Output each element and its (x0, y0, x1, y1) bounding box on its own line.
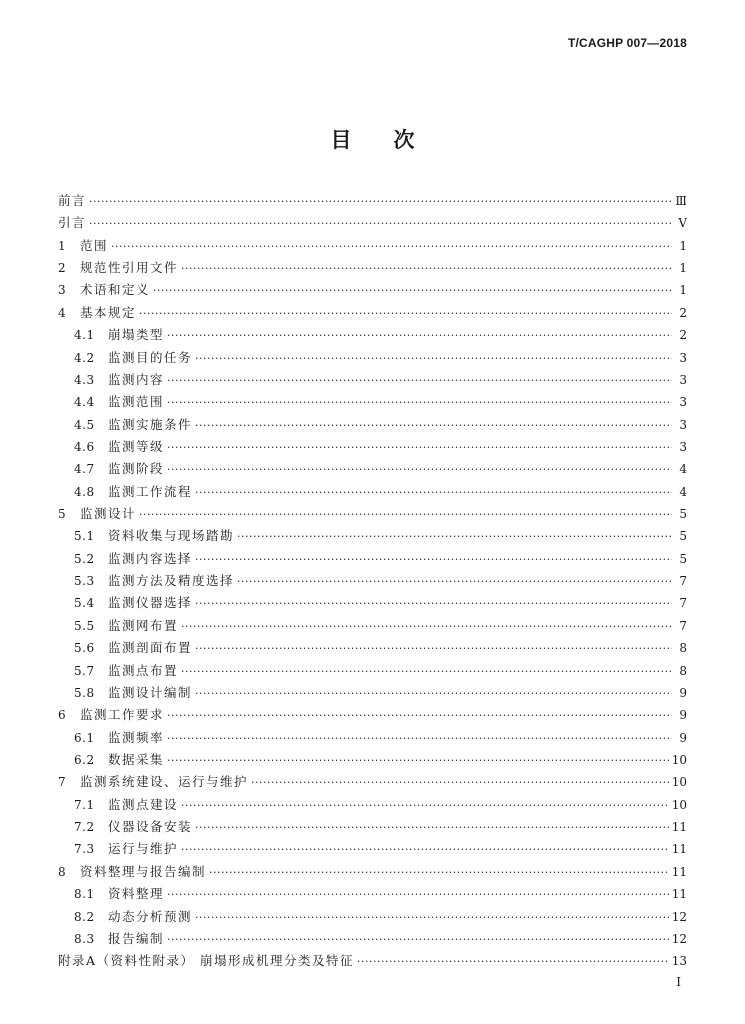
toc-dot-leader (195, 553, 672, 566)
toc-entry[interactable] (58, 750, 687, 772)
toc-entry-page: 11 (671, 820, 687, 835)
toc-entry-number: 8.1 (74, 887, 95, 902)
toc-entry-page: 8 (679, 663, 687, 678)
toc-entry[interactable] (58, 236, 687, 258)
toc-entry[interactable] (58, 191, 687, 213)
toc-entry-page: Ⅲ (675, 194, 687, 208)
toc-entry-page: 10 (671, 797, 687, 812)
toc-entry[interactable] (58, 907, 687, 929)
toc-dot-leader (357, 955, 669, 968)
toc-dot-leader (89, 217, 672, 230)
toc-entry-page: 1 (679, 261, 687, 276)
toc-dot-leader (195, 687, 672, 700)
toc-entry-page: 5 (679, 551, 687, 566)
toc-entry-label: 附录A（资料性附录） 崩塌形成机理分类及特征 (58, 953, 355, 969)
table-of-contents (58, 191, 687, 974)
toc-entry-label: 数据采集 (108, 751, 165, 767)
toc-dot-leader (251, 776, 669, 789)
toc-dot-leader (237, 575, 672, 588)
toc-entry-number: 4.5 (74, 417, 95, 432)
toc-dot-leader (167, 888, 669, 901)
standard-code: T/CAGHP 007—2018 (567, 36, 687, 50)
toc-entry-number: 4 (58, 305, 67, 320)
toc-entry-label: 监测等级 (108, 438, 165, 454)
toc-entry-page: 3 (679, 439, 687, 454)
toc-entry[interactable] (58, 437, 687, 459)
toc-entry-number: 6.2 (74, 752, 95, 767)
toc-entry-label: 监测实施条件 (108, 416, 193, 432)
toc-dot-leader (181, 262, 672, 275)
toc-entry-page: 1 (679, 238, 687, 253)
toc-entry-label: 监测阶段 (108, 461, 165, 477)
toc-entry-number: 6 (58, 708, 67, 723)
toc-entry-label: 监测内容选择 (108, 550, 193, 566)
toc-entry-label: 监测网布置 (108, 617, 179, 633)
toc-entry[interactable] (58, 839, 687, 861)
toc-entry[interactable] (58, 728, 687, 750)
toc-entry[interactable] (58, 705, 687, 727)
toc-entry-page: 9 (679, 685, 687, 700)
toc-dot-leader (195, 486, 672, 499)
toc-dot-leader (167, 396, 672, 409)
toc-entry-number: 8.3 (74, 931, 95, 946)
toc-entry[interactable] (58, 213, 687, 235)
toc-entry-page: 1 (679, 283, 687, 298)
toc-entry[interactable] (58, 772, 687, 794)
toc-entry-label: 监测剖面布置 (108, 640, 193, 656)
toc-entry-label: 术语和定义 (80, 282, 151, 298)
toc-entry-label: 监测点布置 (108, 662, 179, 678)
toc-dot-leader (139, 307, 672, 320)
toc-entry-page: 10 (671, 775, 687, 790)
toc-dot-leader (195, 352, 672, 365)
toc-dot-leader (209, 866, 669, 879)
toc-entry-number: 4.1 (74, 328, 95, 343)
toc-entry-page: 3 (679, 350, 687, 365)
toc-entry-page: 2 (679, 305, 687, 320)
toc-entry-page: 11 (671, 887, 687, 902)
toc-dot-leader (89, 195, 672, 208)
page-number: Ⅰ (676, 975, 681, 989)
toc-entry-label: 运行与维护 (108, 841, 179, 857)
toc-dot-leader (195, 911, 669, 924)
toc-entry[interactable] (58, 661, 687, 683)
toc-entry-number: 4.6 (74, 439, 95, 454)
toc-entry[interactable] (58, 929, 687, 951)
toc-entry-label: 监测目的任务 (108, 349, 193, 365)
toc-entry-number: 5.4 (74, 596, 95, 611)
toc-entry[interactable] (58, 549, 687, 571)
page-title: 目次 (330, 128, 457, 152)
toc-entry[interactable] (58, 795, 687, 817)
toc-entry-number: 5.2 (74, 551, 95, 566)
toc-entry[interactable] (58, 348, 687, 370)
toc-entry[interactable] (58, 370, 687, 392)
toc-entry-number: 7 (58, 775, 67, 790)
toc-entry-label: 规范性引用文件 (80, 260, 179, 276)
toc-dot-leader (195, 821, 669, 834)
toc-entry-label: 资料整理与报告编制 (80, 863, 207, 879)
toc-entry-label: 动态分析预测 (108, 908, 193, 924)
toc-entry-label: 监测工作要求 (80, 707, 165, 723)
toc-dot-leader (195, 419, 672, 432)
toc-dot-leader (167, 732, 672, 745)
toc-dot-leader (167, 933, 669, 946)
toc-entry-page: 12 (671, 909, 687, 924)
toc-entry-page: 11 (671, 842, 687, 857)
toc-entry-label: 监测设计编制 (108, 684, 193, 700)
toc-dot-leader (181, 665, 672, 678)
toc-entry[interactable] (58, 459, 687, 481)
toc-entry-number: 4.7 (74, 462, 95, 477)
toc-dot-leader (195, 597, 672, 610)
toc-entry-page: 7 (679, 574, 687, 589)
toc-entry-number: 7.3 (74, 842, 95, 857)
toc-entry-number: 5.6 (74, 641, 95, 656)
toc-entry-page: 12 (671, 931, 687, 946)
toc-entry[interactable] (58, 526, 687, 548)
toc-dot-leader (167, 374, 672, 387)
toc-entry[interactable] (58, 280, 687, 302)
toc-entry-page: 7 (679, 596, 687, 611)
toc-entry-number: 8.2 (74, 909, 95, 924)
toc-dot-leader (195, 642, 672, 655)
toc-entry-page: Ⅴ (678, 216, 687, 231)
toc-entry[interactable] (58, 593, 687, 615)
toc-entry-number: 5 (58, 507, 67, 522)
toc-dot-leader (181, 843, 669, 856)
toc-entry[interactable] (58, 482, 687, 504)
toc-entry-page: 9 (679, 708, 687, 723)
toc-entry[interactable] (58, 392, 687, 414)
toc-entry-number: 7.1 (74, 797, 95, 812)
toc-entry[interactable] (58, 571, 687, 593)
toc-dot-leader (167, 329, 672, 342)
toc-entry-page: 11 (671, 864, 687, 879)
toc-entry[interactable] (58, 325, 687, 347)
toc-entry-number: 2 (58, 261, 67, 276)
toc-entry[interactable] (58, 817, 687, 839)
toc-entry-label: 监测内容 (108, 371, 165, 387)
toc-dot-leader (153, 284, 672, 297)
toc-entry-label: 崩塌类型 (108, 327, 165, 343)
toc-entry-page: 4 (679, 484, 687, 499)
toc-dot-leader (167, 754, 669, 767)
toc-dot-leader (167, 709, 672, 722)
toc-dot-leader (167, 463, 672, 476)
toc-entry-label: 仪器设备安装 (108, 819, 193, 835)
toc-entry[interactable] (58, 258, 687, 280)
toc-entry-number: 7.2 (74, 820, 95, 835)
toc-entry-label: 监测仪器选择 (108, 595, 193, 611)
toc-entry-label: 资料整理 (108, 886, 165, 902)
toc-entry-label: 资料收集与现场踏勘 (108, 528, 235, 544)
toc-entry-page: 9 (679, 730, 687, 745)
toc-entry[interactable] (58, 415, 687, 437)
toc-entry-label: 监测工作流程 (108, 483, 193, 499)
toc-entry-number: 1 (58, 238, 67, 253)
toc-entry[interactable] (58, 303, 687, 325)
toc-entry-number: 4.2 (74, 350, 95, 365)
toc-dot-leader (237, 530, 672, 543)
toc-entry[interactable] (58, 862, 687, 884)
toc-entry-label: 监测设计 (80, 506, 137, 522)
toc-dot-leader (139, 508, 672, 521)
toc-entry-label: 范围 (80, 237, 109, 253)
toc-entry-page: 5 (679, 507, 687, 522)
toc-entry-page: 3 (679, 417, 687, 432)
toc-entry-number: 3 (58, 283, 67, 298)
toc-entry-page: 2 (679, 328, 687, 343)
toc-entry[interactable] (58, 504, 687, 526)
toc-entry-page: 7 (679, 618, 687, 633)
toc-entry-number: 4.4 (74, 395, 95, 410)
toc-entry-page: 10 (671, 752, 687, 767)
toc-entry-label: 监测系统建设、运行与维护 (80, 774, 249, 790)
toc-entry-number: 5.7 (74, 663, 95, 678)
toc-entry-number: 4.8 (74, 484, 95, 499)
toc-entry-number: 5.8 (74, 685, 95, 700)
toc-entry-number: 5.1 (74, 529, 95, 544)
toc-entry-page: 3 (679, 372, 687, 387)
toc-entry-label: 监测点建设 (108, 796, 179, 812)
toc-dot-leader (111, 240, 672, 253)
toc-entry-number: 6.1 (74, 730, 95, 745)
toc-entry[interactable] (58, 683, 687, 705)
toc-entry-number: 8 (58, 864, 67, 879)
toc-entry-label: 基本规定 (80, 304, 137, 320)
toc-entry-label: 报告编制 (108, 930, 165, 946)
toc-entry-page: 5 (679, 529, 687, 544)
toc-entry[interactable] (58, 951, 687, 973)
toc-dot-leader (181, 620, 672, 633)
toc-dot-leader (181, 799, 669, 812)
toc-entry-page: 4 (679, 462, 687, 477)
toc-entry-number: 4.3 (74, 372, 95, 387)
toc-entry-label: 监测范围 (108, 394, 165, 410)
toc-entry-number: 5.5 (74, 618, 95, 633)
toc-entry[interactable] (58, 884, 687, 906)
toc-entry-page: 8 (679, 641, 687, 656)
toc-entry-number: 5.3 (74, 574, 95, 589)
toc-entry-label: 引言 (58, 215, 87, 231)
toc-entry[interactable] (58, 638, 687, 660)
toc-entry-page: 13 (671, 954, 687, 969)
toc-dot-leader (167, 441, 672, 454)
toc-entry-label: 前言 (58, 193, 87, 208)
toc-entry-label: 监测方法及精度选择 (108, 573, 235, 589)
toc-entry[interactable] (58, 616, 687, 638)
toc-entry-page: 3 (679, 395, 687, 410)
toc-entry-label: 监测频率 (108, 729, 165, 745)
